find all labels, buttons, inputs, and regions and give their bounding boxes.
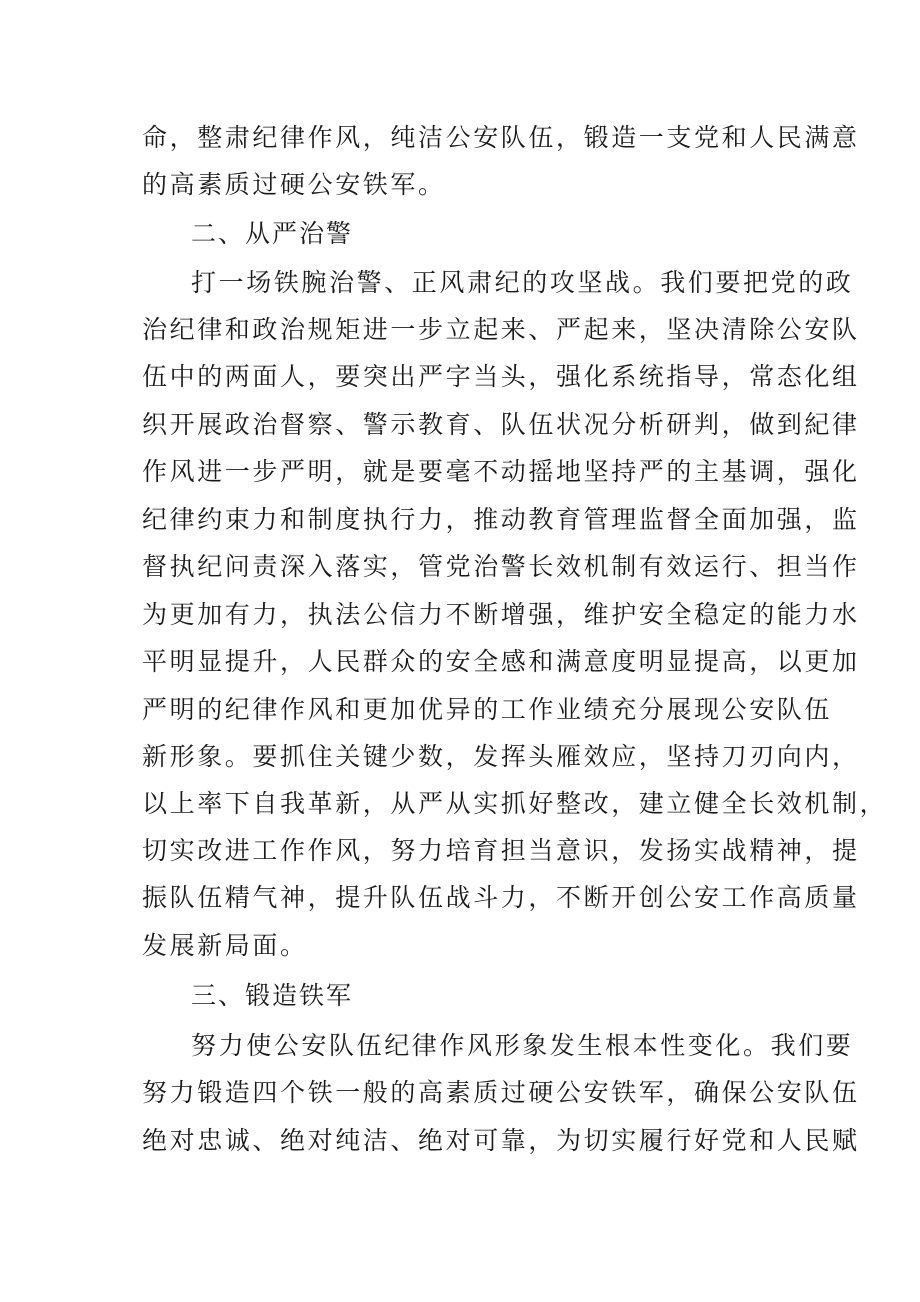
section-heading-3: 三、锻造铁军 — [191, 981, 354, 1010]
paragraph-line: 平明显提升，人民群众的安全感和满意度明显提高，以更加 — [142, 647, 860, 676]
paragraph-line: 振队伍精气神，提升队伍战斗力，不断开创公安工作高质量 — [142, 883, 860, 912]
paragraph-line: 治纪律和政治规矩进一步立起来、严起来，坚决清除公安队 — [142, 315, 860, 344]
paragraph-line: 严明的纪律作风和更加优异的工作业绩充分展现公安队伍 — [142, 695, 833, 724]
paragraph-line: 绝对忠诚、绝对纯洁、绝对可靠，为切实履行好党和人民赋 — [142, 1126, 860, 1155]
paragraph-line: 以上率下自我革新，从严从实抓好整改，建立健全长效机制， — [142, 789, 888, 818]
paragraph-line: 织开展政治督察、警示教育、队伍状况分析研判，做到紀律 — [142, 410, 860, 439]
paragraph-line: 督执纪问责深入落实，管党治警长效机制有效运行、担当作 — [142, 552, 860, 581]
paragraph-line: 发展新局面。 — [142, 931, 308, 960]
paragraph-line: 的高素质过硬公安铁军。 — [142, 170, 446, 199]
paragraph-line: 伍中的两面人，要突出严字当头，强化系统指导，常态化组 — [142, 362, 860, 391]
paragraph-line: 努力锻造四个铁一般的高素质过硬公安铁军，确保公安队伍 — [142, 1078, 860, 1107]
paragraph-line: 努力使公安队伍纪律作风形象发生根本性变化。我们要 — [191, 1031, 854, 1060]
paragraph-line: 命，整肃纪律作风，纯洁公安队伍，锻造一支党和人民满意 — [142, 123, 860, 152]
paragraph-line: 切实改进工作作风，努力培育担当意识，发扬实战精神，提 — [142, 836, 860, 865]
paragraph-line: 新形象。要抓住关键少数，发挥头雁效应，坚持刀刃向内， — [142, 742, 860, 771]
paragraph-line: 为更加有力，执法公信力不断增强，维护安全稳定的能力水 — [142, 600, 860, 629]
paragraph-line: 作风进一步严明，就是要毫不动摇地坚持严的主基调，强化 — [142, 457, 860, 486]
section-heading-2: 二、从严治警 — [191, 219, 354, 248]
paragraph-line: 纪律约束力和制度执行力，推动教育管理监督全面加强，监 — [142, 505, 860, 534]
paragraph-line: 打一场铁腕治警、正风肃纪的攻坚战。我们要把党的政 — [191, 268, 854, 297]
